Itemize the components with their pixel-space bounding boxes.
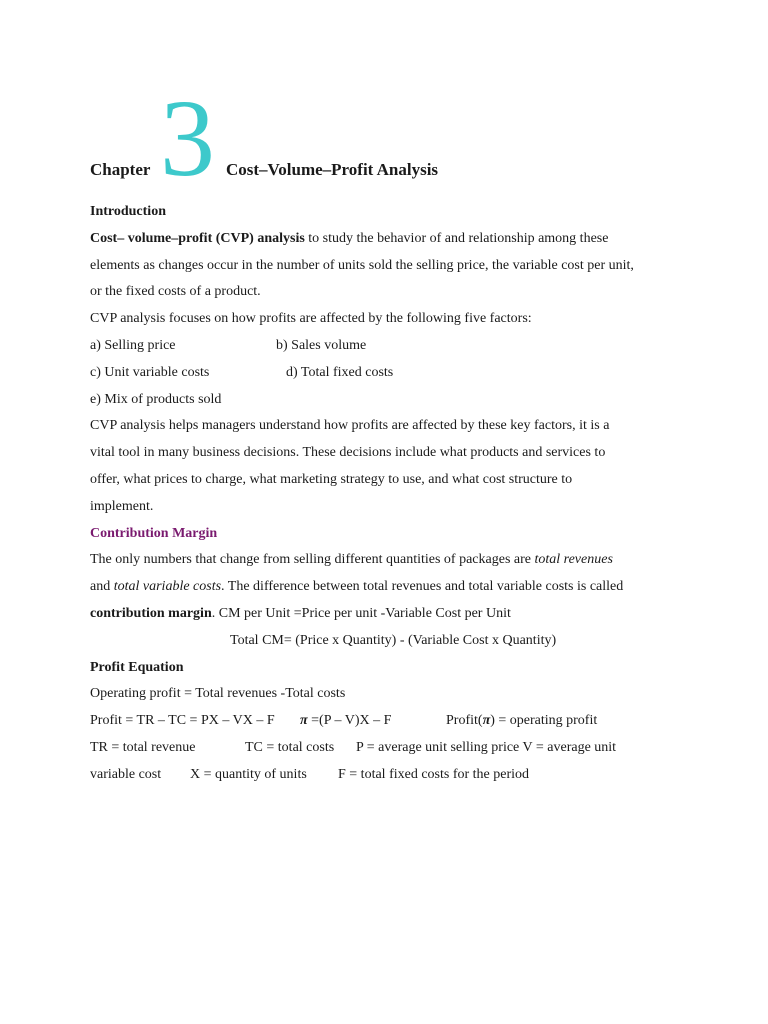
tr-definition: TR = total revenue bbox=[90, 739, 196, 755]
intro-p1-line3: or the fixed costs of a product. bbox=[90, 284, 261, 300]
contribution-line4 bbox=[90, 628, 690, 655]
total-variable-costs-term: total variable costs bbox=[113, 579, 222, 595]
body-text bbox=[90, 199, 690, 789]
intro-p2: CVP analysis focuses on how profits are affected by the following five factors: bbox=[90, 311, 532, 327]
contribution-line2 bbox=[90, 574, 690, 601]
profit-line1: Operating profit = Total revenues -Total costs bbox=[90, 686, 346, 702]
x-definition: X = quantity of units bbox=[190, 766, 307, 782]
p-definition: P = average unit selling price V = average unit bbox=[356, 739, 617, 755]
profit-line2 bbox=[90, 708, 690, 735]
pi-formula bbox=[300, 708, 391, 735]
intro-heading: Introduction bbox=[90, 204, 166, 219]
profit-heading: Profit Equation bbox=[90, 659, 184, 675]
contribution-margin-term: contribution margin bbox=[90, 605, 212, 621]
intro-p1-line1-rest: to study the behavior of and relationship among these bbox=[304, 230, 609, 246]
chapter-title: Cost–Volume–Profit Analysis bbox=[226, 160, 439, 179]
pi-symbol: π bbox=[300, 713, 308, 729]
intro-p3-line2: vital tool in many business decisions. These decisions include what products and services to bbox=[90, 445, 606, 461]
cm-per-unit-formula: . CM per Unit =Price per unit -Variable Cost per Unit bbox=[211, 605, 511, 621]
cvp-term: Cost– volume–profit (CVP) analysis bbox=[90, 230, 305, 246]
intro-p1-line1 bbox=[90, 226, 690, 253]
profit-definition-b: ) = operating profit bbox=[490, 713, 598, 729]
intro-p3-line3: offer, what prices to charge, what marketing strategy to use, and what cost structure to bbox=[90, 471, 573, 487]
intro-p3-line4: implement. bbox=[90, 498, 154, 514]
contribution-line1 bbox=[90, 547, 690, 574]
pi-symbol-2: π bbox=[482, 713, 491, 729]
pi-formula-rest: =(P – V)X – F bbox=[307, 713, 392, 729]
profit-line4 bbox=[90, 762, 690, 789]
intro-p1-line2: elements as changes occur in the number of units sold the selling price, the variable cost per unit, bbox=[90, 257, 634, 273]
factor-c: c) Unit variable costs bbox=[90, 364, 210, 380]
profit-line3 bbox=[90, 735, 690, 762]
factor-b: b) Sales volume bbox=[276, 337, 367, 353]
factor-a: a) Selling price bbox=[90, 337, 176, 353]
tc-definition: TC = total costs bbox=[245, 739, 335, 755]
contribution-heading: Contribution Margin bbox=[90, 525, 218, 541]
factor-row-2 bbox=[90, 360, 690, 387]
factor-row-1 bbox=[90, 333, 690, 360]
contribution-line2-a: and bbox=[90, 579, 114, 595]
contribution-line2-c: . The difference between total revenues and total variable costs is called bbox=[221, 579, 624, 595]
factor-d: d) Total fixed costs bbox=[286, 364, 394, 380]
profit-formula: Profit = TR – TC = PX – VX – F bbox=[90, 713, 275, 729]
factor-e: e) Mix of products sold bbox=[90, 391, 222, 407]
chapter-header bbox=[90, 77, 710, 199]
contribution-line3 bbox=[90, 601, 690, 628]
profit-definition-a: Profit( bbox=[446, 713, 483, 729]
intro-p3-line1: CVP analysis helps managers understand how profits are affected by these key factors, it is a bbox=[90, 418, 610, 434]
f-definition: F = total fixed costs for the period bbox=[338, 766, 530, 782]
profit-definition bbox=[446, 708, 597, 735]
total-cm-formula: Total CM= (Price x Quantity) - (Variable Cost x Quantity) bbox=[230, 632, 557, 648]
contribution-line1-a: The only numbers that change from selling different quantities of packages are bbox=[90, 552, 535, 568]
v-definition-end: variable cost bbox=[90, 766, 162, 782]
chapter-number: 3 bbox=[160, 77, 215, 199]
total-revenues-term: total revenues bbox=[534, 552, 613, 568]
chapter-word: Chapter bbox=[90, 160, 151, 179]
